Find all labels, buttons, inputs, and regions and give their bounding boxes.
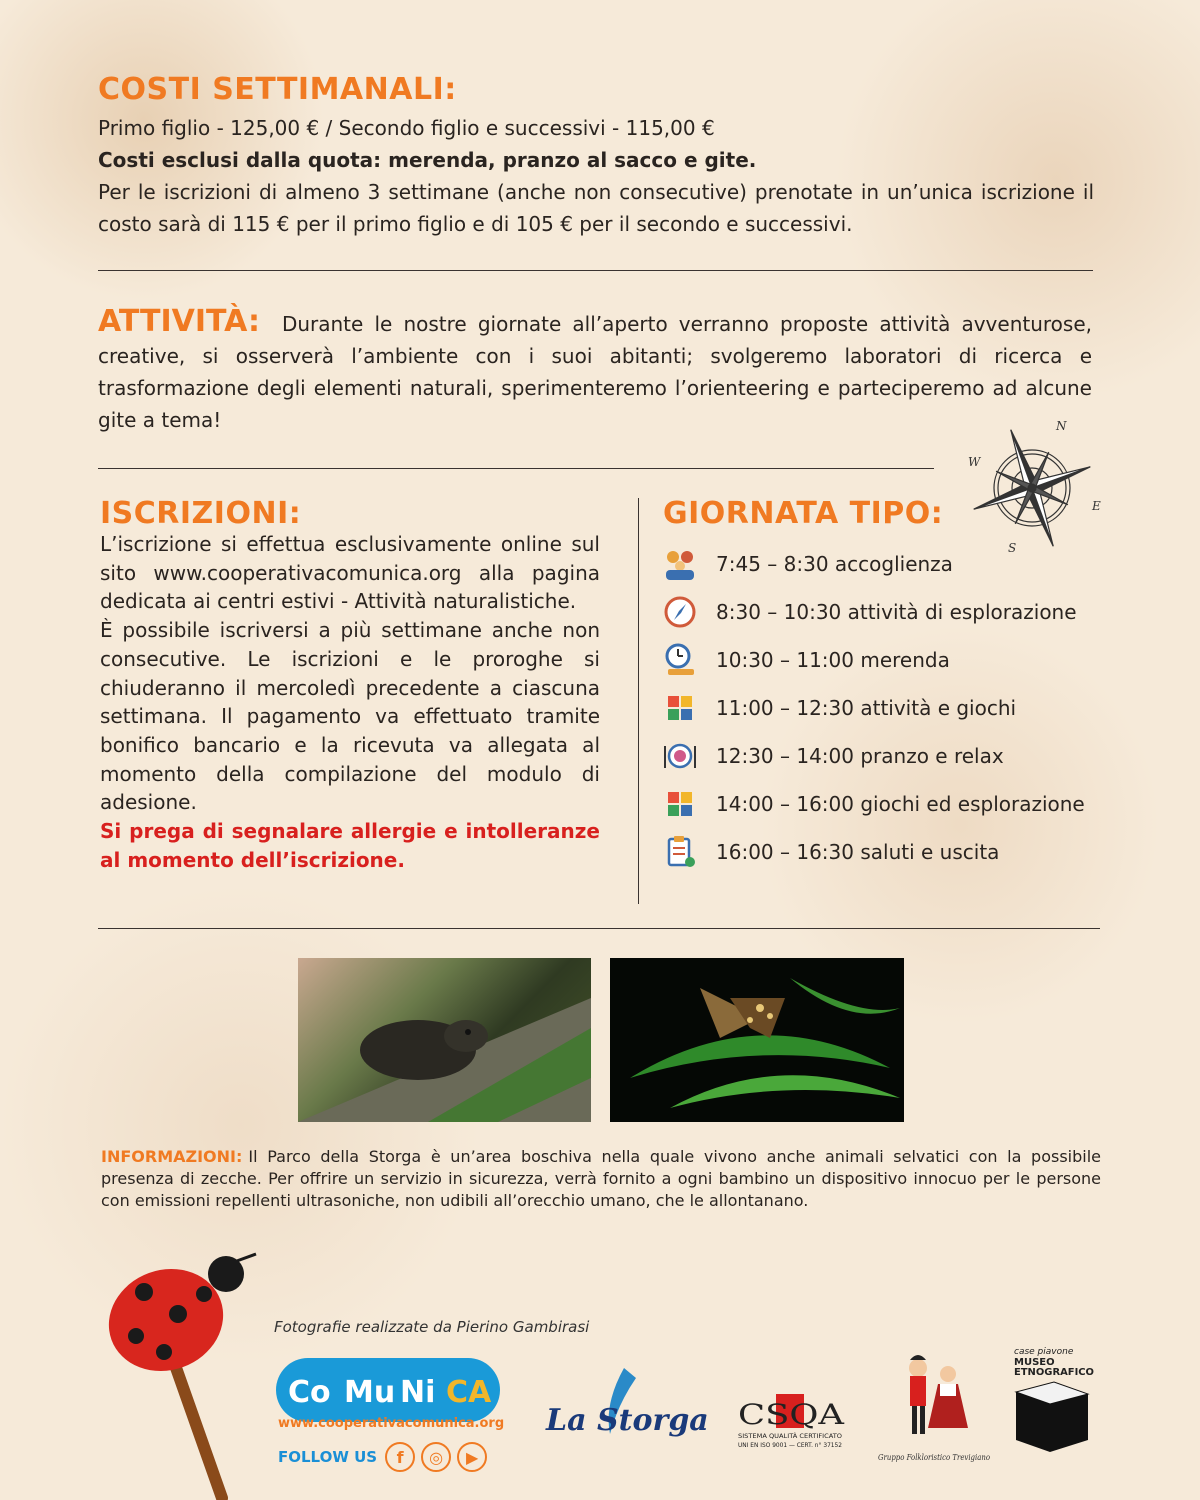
divider	[98, 928, 1100, 929]
info-text: Il Parco della Storga è un’area boschiva nella quale vivono anche animali selvatici con la possibile presenza di zecche. Per offrire un servizio in sicurezza, verrà fornito a ogni bambino un dispositivo innocuo per le persone con emissioni repellenti ultrasoniche, non udibili all’orecchio umano, che le allontanano.	[101, 1147, 1101, 1210]
schedule-item	[662, 546, 1122, 582]
iscrizioni-details: È possibile iscriversi a più settimane anche non consecutive. Le iscrizioni e le proroghe si chiuderanno il mercoledì precedente a ciascuna settimana. Il pagamento va effettuato tramite bonifico bancario e la ricevuta va allegata al momento della compilazione del modulo di adesione.	[100, 618, 600, 815]
comunica-url[interactable]: www.cooperativacomunica.org	[278, 1416, 505, 1431]
schedule-item	[662, 738, 1122, 774]
snack-clock-icon	[662, 642, 698, 678]
csqa-logo	[736, 1392, 846, 1452]
storga-text: La Storga	[546, 1403, 709, 1438]
csqa-sub2: UNI EN ISO 9001 — CERT. n° 37152	[738, 1442, 843, 1449]
iscrizioni-online: L’iscrizione si effettua esclusivamente online sul sito www.cooperativacomunica.org alla pagina dedicata ai centri estivi - Attività naturalistiche.	[100, 532, 600, 614]
giornata-title: GIORNATA TIPO:	[663, 496, 944, 531]
divider	[98, 468, 934, 469]
column-divider	[638, 498, 639, 904]
csqa-text: CSQA	[738, 1398, 845, 1431]
schedule-item	[662, 786, 1122, 822]
folk-group-logo	[874, 1346, 994, 1466]
costi-title: COSTI SETTIMANALI:	[98, 72, 457, 107]
comunica-letters-2: Mu	[344, 1375, 396, 1410]
folk-text: Gruppo Folkloristico Trevigiano	[878, 1453, 990, 1463]
facebook-icon[interactable]: f	[385, 1442, 415, 1472]
youtube-icon[interactable]: ▶	[457, 1442, 487, 1472]
schedule-text: 11:00 – 12:30 attività e giochi	[716, 696, 1017, 720]
attivita-text: Durante le nostre giornate all’aperto verranno proposte attività avventurose, creative, si osserverà l’ambiente con i suoi abitanti; svolgeremo laboratori di ricerca e trasformazione degli elementi naturali, sperimenteremo l’orienteering e parteciperemo ad alcune gite a tema!	[98, 312, 1092, 432]
schedule-item	[662, 594, 1122, 630]
compass-n: N	[1056, 419, 1067, 433]
plate-cutlery-icon	[662, 738, 698, 774]
info-section	[101, 1146, 1101, 1212]
comunica-letters-4: CA	[446, 1375, 492, 1410]
divider	[98, 270, 1093, 271]
museo-title-2: ETNOGRAFICO	[1014, 1367, 1094, 1378]
costi-excluded: Costi esclusi dalla quota: merenda, pranzo al sacco e gite.	[98, 148, 757, 172]
compass-icon	[662, 594, 698, 630]
iscrizioni-body	[100, 530, 600, 874]
compass-e: E	[1092, 499, 1101, 513]
schedule-item	[662, 642, 1122, 678]
museo-top: case piavone	[1014, 1347, 1074, 1357]
instagram-icon[interactable]: ◎	[421, 1442, 451, 1472]
schedule-text: 16:00 – 16:30 saluti e uscita	[716, 840, 1000, 864]
comunica-logo	[276, 1358, 500, 1422]
ladybug-illustration	[96, 1252, 276, 1500]
schedule-item	[662, 690, 1122, 726]
schedule-text: 14:00 – 16:00 giochi ed esplorazione	[716, 792, 1085, 816]
schedule-text: 12:30 – 14:00 pranzo e relax	[716, 744, 1004, 768]
butterfly-photo	[610, 958, 904, 1122]
follow-us	[278, 1442, 493, 1472]
museo-etnografico-logo	[1010, 1344, 1100, 1454]
compass-w: W	[968, 455, 981, 469]
iscrizioni-title: ISCRIZIONI:	[100, 496, 302, 531]
schedule-text: 10:30 – 11:00 merenda	[716, 648, 950, 672]
comunica-letters-1: Co	[288, 1375, 331, 1410]
clipboard-icon	[662, 834, 698, 870]
family-icon	[662, 546, 698, 582]
museo-title-1: MUSEO	[1014, 1357, 1055, 1368]
puzzle-icon	[662, 786, 698, 822]
attivita-title: ATTIVITÀ:	[98, 304, 260, 339]
schedule-item	[662, 834, 1122, 870]
la-storga-logo	[544, 1364, 709, 1444]
attivita-section	[98, 306, 1092, 436]
comunica-letters-3: Ni	[400, 1375, 436, 1410]
schedule-text: 8:30 – 10:30 attività di esplorazione	[716, 600, 1077, 624]
compass-rose-icon	[960, 418, 1110, 556]
csqa-sub1: SISTEMA QUALITÀ CERTIFICATO	[738, 1432, 841, 1440]
costi-discount: Per le iscrizioni di almeno 3 settimane (anche non consecutive) prenotate in un’unica iscrizione il costo sarà di 115 € per il primo figlio e di 105 € per il secondo e successivi.	[98, 180, 1094, 236]
photo-credits: Fotografie realizzate da Pierino Gambirasi	[274, 1318, 590, 1336]
follow-us-label: FOLLOW US	[278, 1448, 378, 1466]
costi-prices: Primo figlio - 125,00 € / Secondo figlio e successivi - 115,00 €	[98, 116, 715, 140]
info-label: INFORMAZIONI:	[101, 1147, 243, 1166]
allergy-warning: Si prega di segnalare allergie e intolleranze al momento dell’iscrizione.	[100, 819, 600, 872]
compass-s: S	[1008, 541, 1017, 555]
puzzle-icon	[662, 690, 698, 726]
toad-photo	[298, 958, 591, 1122]
schedule-text: 7:45 – 8:30 accoglienza	[716, 552, 953, 576]
